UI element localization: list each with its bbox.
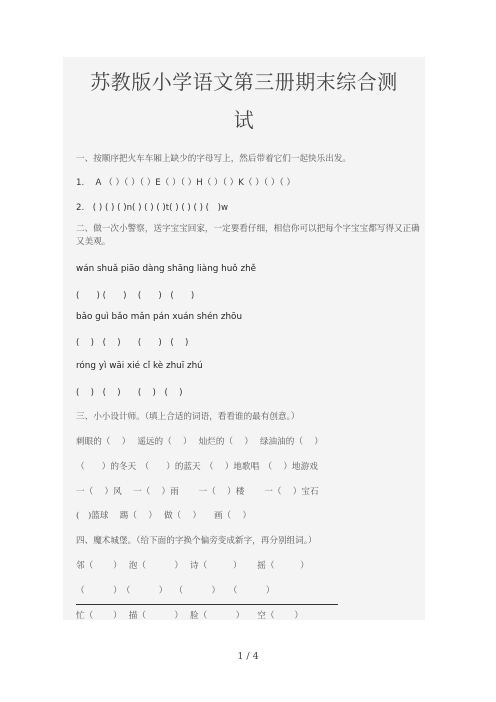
section3-row3: 一（ ）风 一（ ）雨 一（ ）楼 一（ ）宝石	[76, 487, 319, 497]
section4-row2: （ ） （ ） （ ） （ ）	[76, 586, 275, 596]
document-title-line1: 苏教版小学语文第三册期末综合测	[90, 70, 398, 94]
document-title-line2: 试	[233, 108, 255, 132]
answer-underline	[76, 604, 338, 605]
section2-pinyin-row3: róng yì wāi xié cǐ kè zhuī zhú	[76, 361, 203, 371]
section1-row1: 1. A （ ）（ ）（ ）E（ ）（ ）H（ ）（ ）K（ ）（ ）（ ）	[76, 178, 296, 188]
section4-heading: 四、魔术城堡。（给下面的字换个偏旁变成新字，再分别组词。）	[76, 536, 317, 546]
section4-row3: 忙（ ） 描（ ） 脸（ ） 空（ ）	[76, 611, 303, 621]
section2-pinyin-row2: bǎo guì bǎo mǎn pán xuán shén zhōu	[76, 312, 243, 322]
section3-row2: （ ）的冬天 （ ）的蓝天 （ ）地歌唱 （ ）地游戏	[76, 462, 318, 472]
section2-blanks-row1: ( ) ( ) ( ) ( )	[76, 291, 195, 301]
section2-blanks-row3: ( ) ( ) ( ) ( )	[76, 388, 183, 398]
page-number: 1 / 4	[237, 651, 259, 662]
section1-heading: 一、按顺序把火车车厢上缺少的字母写上，然后带着它们一起快乐出发。	[76, 154, 352, 164]
section1-row2: 2. ( ) ( ) ( )n( ) ( ) ( )t( ) ( ) ( ) ( )w	[76, 203, 228, 213]
section2-pinyin-row1: wán shuǎ piāo dàng shāng liàng huǒ zhě	[76, 264, 257, 274]
section2-heading: 二、做一次小警察，送字宝宝回家，一定要看仔细，相信你可以把每个字宝宝都写得又正确又美观。	[76, 224, 420, 247]
section2-blanks-row2: ( ) ( ) ( ) ( )	[76, 338, 189, 348]
section3-row4: ( )篮球 踢（ ） 做（ ） 画（ ）	[76, 511, 252, 521]
section3-row1: 刺眼的（ ） 遥远的（ ） 灿烂的（ ） 绿油油的（ ）	[76, 437, 323, 447]
section4-row1: 邻（ ） 泡（ ） 诗（ ） 摇（ ）	[76, 561, 309, 571]
section3-heading: 三、小小设计师。（填上合适的词语，看看谁的最有创意。）	[76, 412, 300, 422]
